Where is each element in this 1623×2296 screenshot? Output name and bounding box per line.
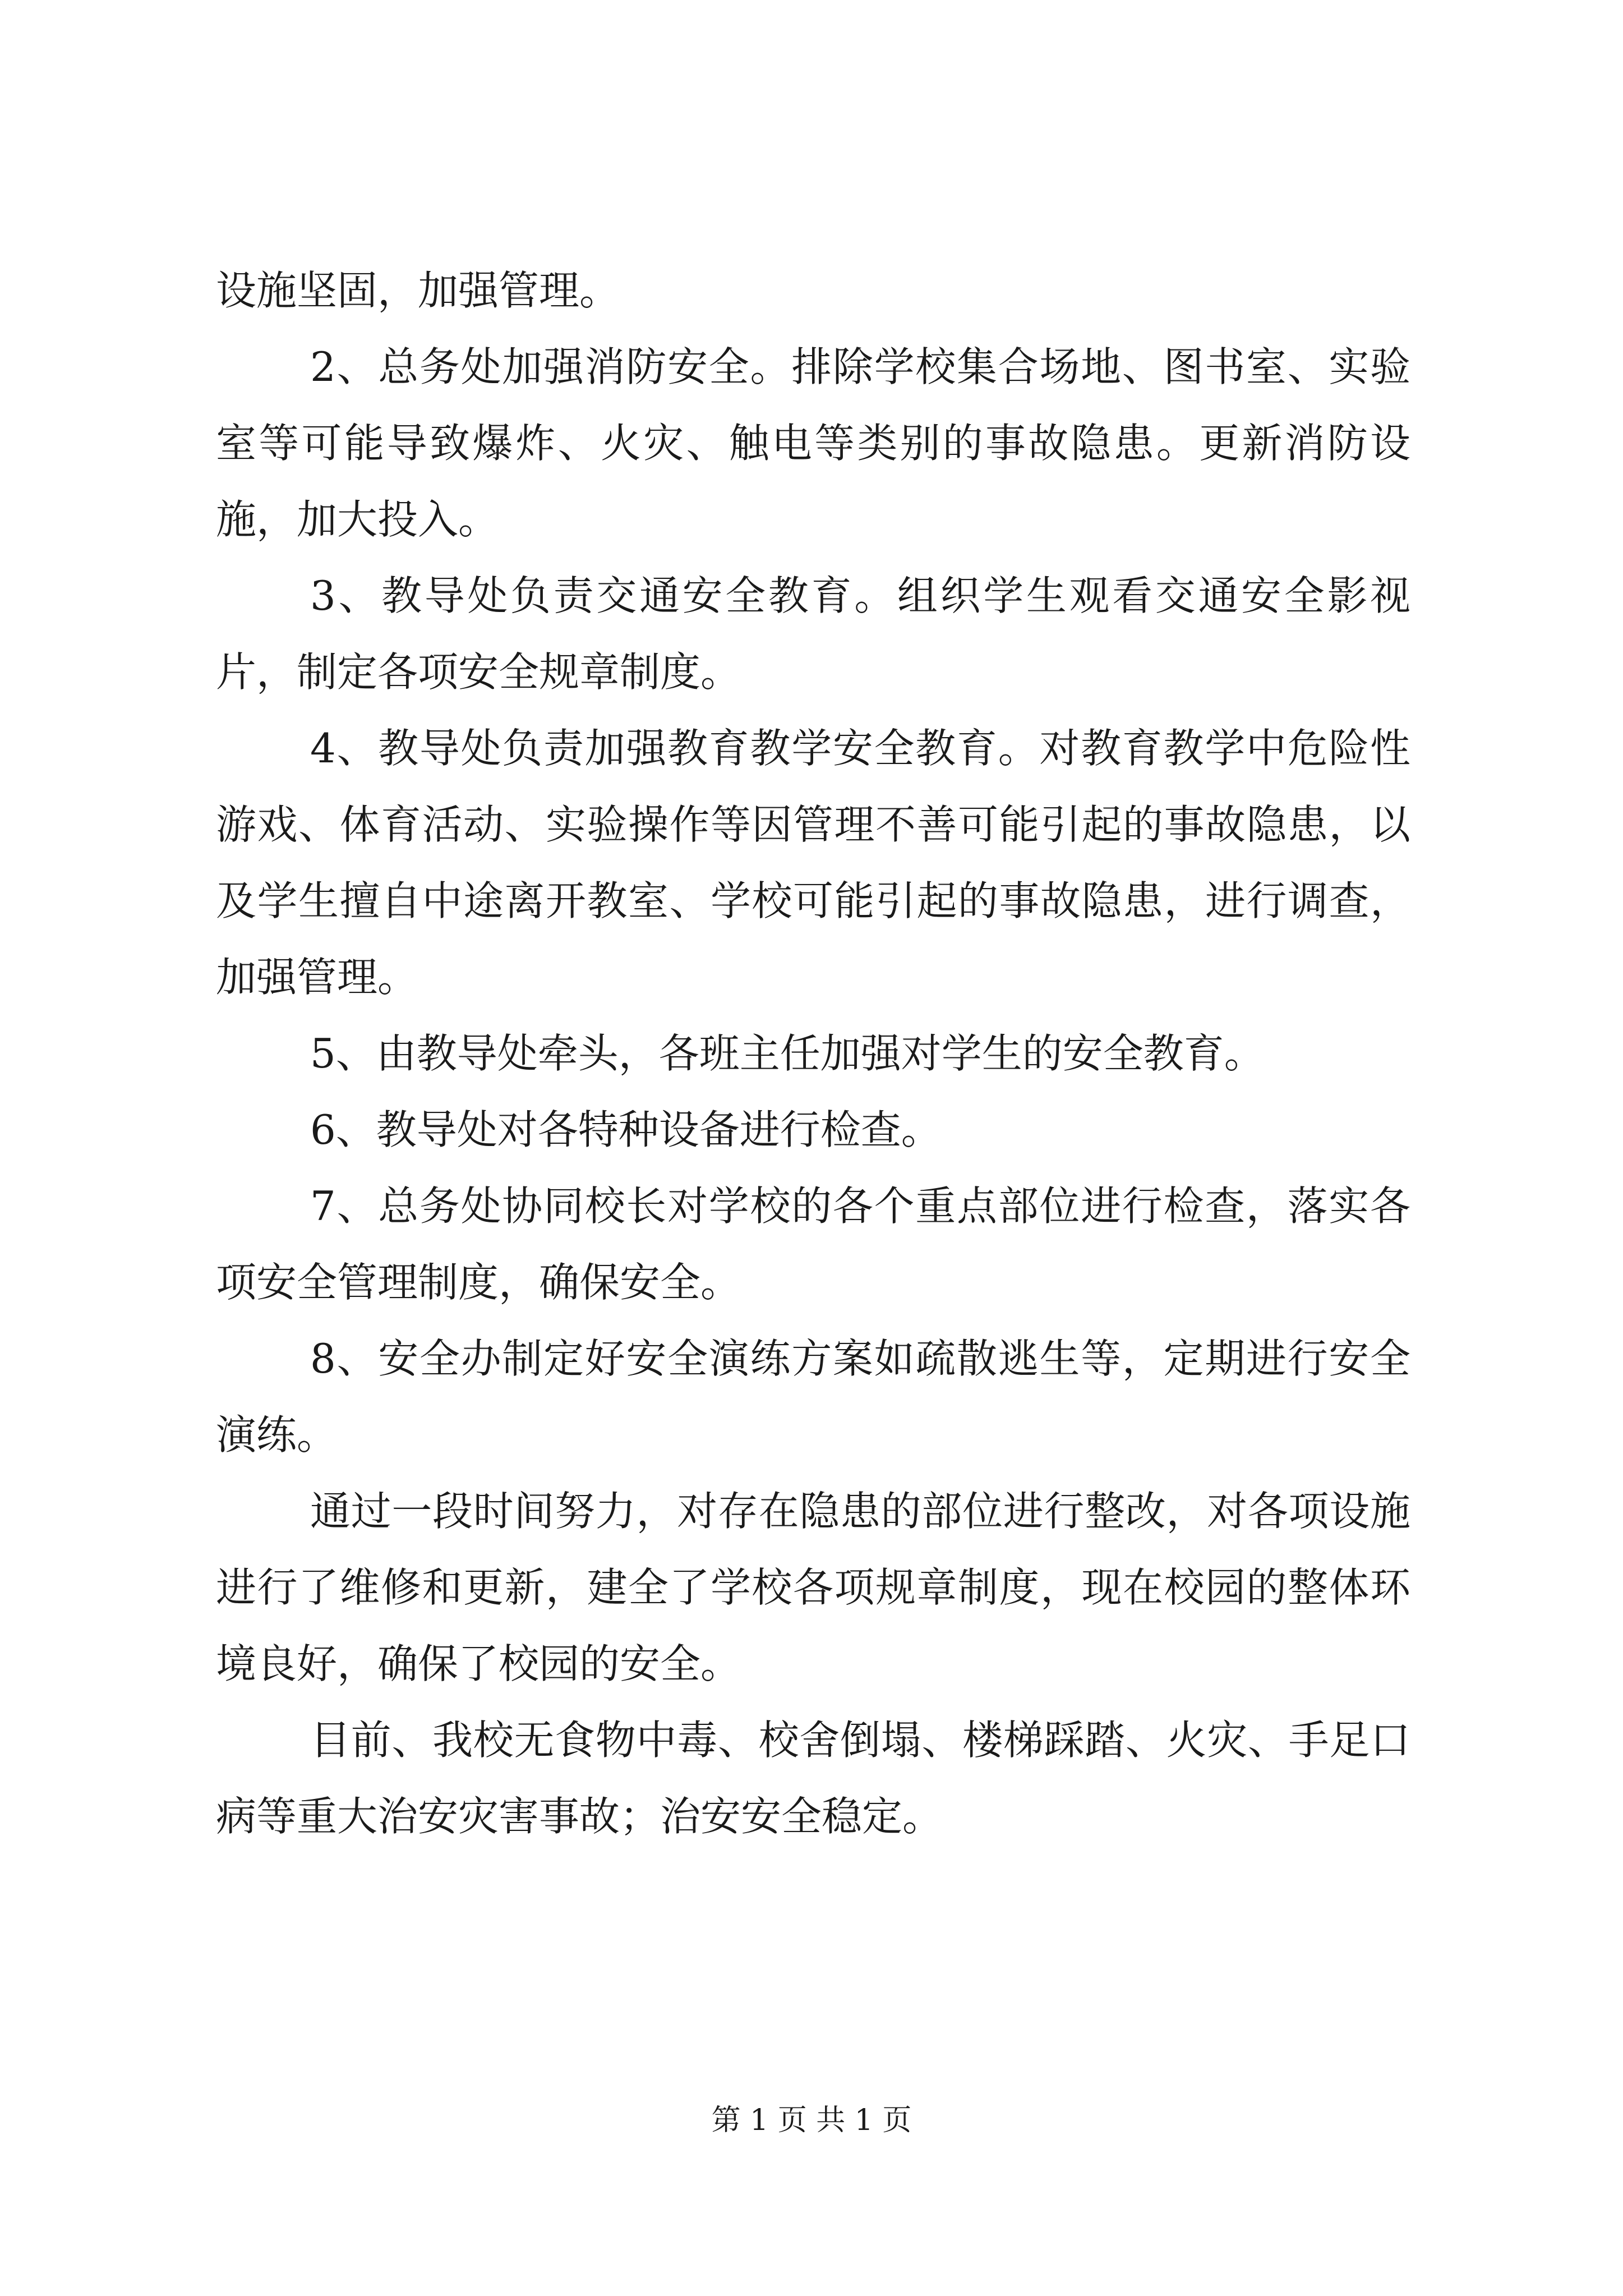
- paragraph-item-7: 7、总务处协同校长对学校的各个重点部位进行检查，落实各项安全管理制度，确保安全。: [216, 1182, 1410, 1306]
- paragraph-item-3: 3、教导处负责交通安全教育。组织学生观看交通安全影视片，制定各项安全规章制度。: [216, 572, 1410, 696]
- paragraph-continuation: 设施坚固，加强管理。: [216, 267, 620, 314]
- paragraph-item-4: 4、教导处负责加强教育教学安全教育。对教育教学中危险性游戏、体育活动、实验操作等因管理不善可能引起的事故隐患，以及学生擅自中途离开教室、学校可能引起的事故隐患，进行调查，加强管理。: [216, 725, 1410, 1001]
- paragraph-item-6: 6、教导处对各特种设备进行检查。: [310, 1106, 942, 1153]
- document-body: [216, 252, 1410, 1855]
- paragraph-item-2: 2、总务处加强消防安全。排除学校集合场地、图书室、实验室等可能导致爆炸、火灾、触电等类别的事故隐患。更新消防设施，加大投入。: [216, 343, 1410, 543]
- paragraph-summary: 通过一段时间努力，对存在隐患的部位进行整改，对各项设施进行了维修和更新，建全了学校各项规章制度，现在校园的整体环境良好，确保了校园的安全。: [216, 1488, 1410, 1687]
- page-number-footer: 第 1 页 共 1 页: [711, 2104, 912, 2137]
- paragraph-item-8: 8、安全办制定好安全演练方案如疏散逃生等，定期进行安全演练。: [216, 1335, 1410, 1458]
- paragraph-conclusion: 目前、我校无食物中毒、校舍倒塌、楼梯踩踏、火灾、手足口病等重大治安灾害事故；治安安全稳定。: [216, 1717, 1410, 1840]
- paragraph-item-5: 5、由教导处牵头，各班主任加强对学生的安全教育。: [310, 1030, 1265, 1077]
